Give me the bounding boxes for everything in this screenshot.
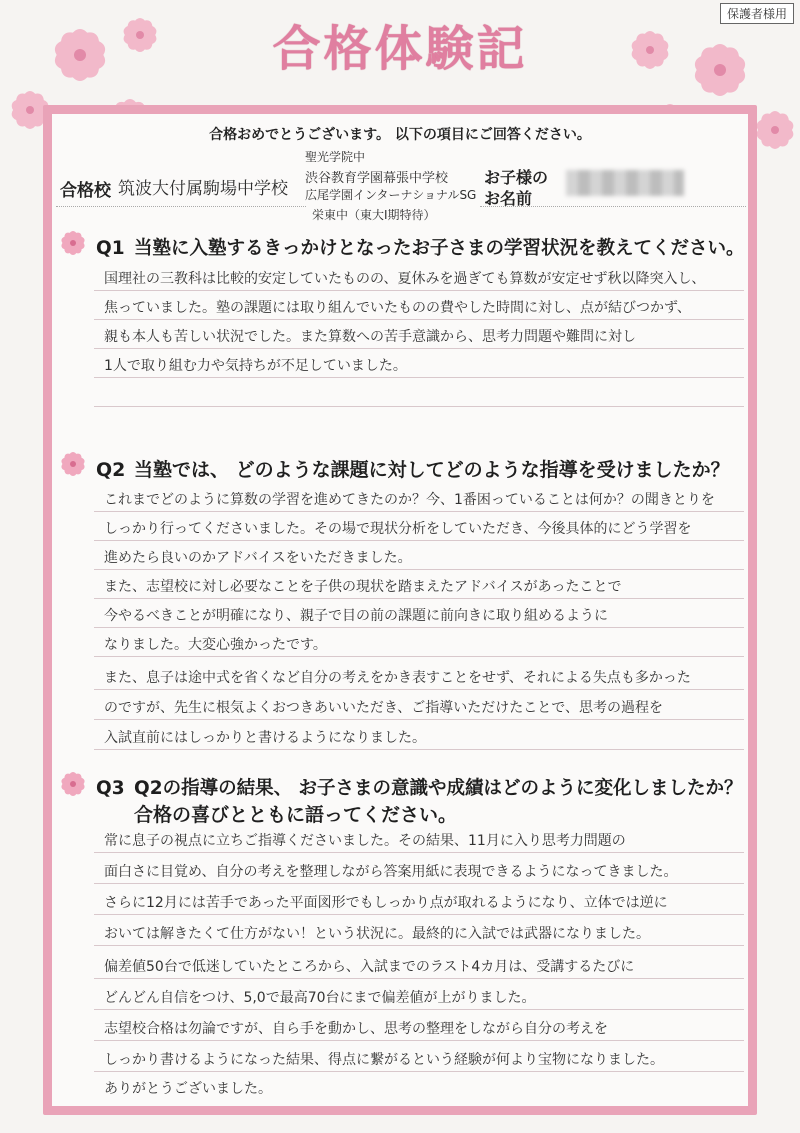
q2-rule-4 xyxy=(94,598,744,599)
q2-answer-line-5: 今やるべきことが明確になり、親子で目の前の課題に前向きに取り組めるように xyxy=(104,608,608,624)
q3-text-line-1: Q2の指導の結果、 お子さまの意識や成績はどのように変化しましたか？ xyxy=(134,778,743,799)
q1-rule-5 xyxy=(94,406,744,407)
q2-rule-7 xyxy=(94,689,744,690)
intro-text: 合格おめでとうございます。 以下の項目にご回答ください。 xyxy=(209,127,591,143)
q2-answer-line-6: なりました。大変心強かったです。 xyxy=(104,637,327,653)
q1-answer-line-4: 1人で取り組む力や気持ちが不足していました。 xyxy=(104,358,407,374)
q3-flower-icon xyxy=(55,766,91,802)
q2-rule-8 xyxy=(94,719,744,720)
school-underline xyxy=(56,206,306,207)
q3-rule-6 xyxy=(94,1009,744,1010)
q2-answer-line-8: のですが、先生に根気よくおつきあいいただき、ご指導いただけたことで、思考の過程を xyxy=(104,700,664,716)
q1-rule-1 xyxy=(94,290,744,291)
q3-rule-8 xyxy=(94,1071,744,1072)
q3-question xyxy=(96,774,743,800)
guardian-badge: 保護者様用 xyxy=(720,3,794,24)
school-main-value: 筑波大付属駒場中学校 xyxy=(118,179,288,199)
q1-flower-icon xyxy=(55,225,91,261)
q3-answer-line-4: おいては解きたくて仕方がない！という状況に。最終的に入試では武器になりました。 xyxy=(104,926,650,942)
q3-answer-line-5: 偏差値50台で低迷していたところから、入試までのラスト4カ月は、受講するたびに xyxy=(104,959,635,975)
q2-flower-icon xyxy=(55,446,91,482)
q2-answer-line-7: また、息子は途中式を省くなど自分の考えをかき表すことをせず、それによる失点も多かった xyxy=(104,670,691,686)
child-name-label-2: お名前 xyxy=(484,189,533,208)
q1-answer-line-1: 国理社の三教科は比較的安定していたものの、夏休みを過ぎても算数が安定せず秋以降突入し、 xyxy=(104,271,706,287)
q1-rule-4 xyxy=(94,377,744,378)
q3-rule-7 xyxy=(94,1040,744,1041)
q2-answer-line-2: しっかり行ってくださいました。その場で現状分析をしていただき、今後具体的にどう学習を xyxy=(104,521,692,537)
q1-question xyxy=(96,234,745,260)
q2-rule-2 xyxy=(94,540,744,541)
school-other-3: 広尾学園インターナショナルSG xyxy=(305,188,477,202)
child-name-redacted xyxy=(566,170,684,196)
q2-rule-3 xyxy=(94,569,744,570)
page-title: 合格体験記 xyxy=(272,21,528,77)
child-name-label-1: お子様の xyxy=(484,168,549,187)
q3-answer-line-9: ありがとうございました。 xyxy=(104,1081,272,1097)
q2-question xyxy=(96,455,730,482)
school-label: 合格校 xyxy=(60,181,111,201)
q3-text-line-2: 合格の喜びとともに語ってください。 xyxy=(134,804,458,826)
school-other-1: 聖光学院中 xyxy=(305,150,366,164)
q2-answer-line-4: また、志望校に対し必要なことを子供の現状を踏まえたアドバイスがあったことで xyxy=(104,579,622,595)
q2-text: 当塾では、 どのような課題に対してどのような指導を受けましたか？ xyxy=(134,459,730,481)
q1-text: 当塾に入塾するきっかけとなったお子さまの学習状況を教えてください。 xyxy=(134,238,745,259)
q3-rule-1 xyxy=(94,852,744,853)
q2-number: Q2 xyxy=(96,459,126,481)
school-other-4: 栄東中（東大Ⅰ期特待） xyxy=(312,208,436,222)
q3-rule-4 xyxy=(94,945,744,946)
q2-rule-5 xyxy=(94,627,744,628)
q2-answer-line-1: これまでどのように算数の学習を進めてきたのか？今、1番困っていることは何か？の聞きとりを xyxy=(104,492,715,508)
q3-answer-line-7: 志望校合格は勿論ですが、自ら手を動かし、思考の整理をしながら自分の考えを xyxy=(104,1021,608,1037)
q3-answer-line-8: しっかり書けるようになった結果、得点に繋がるという経験が何より宝物になりました。 xyxy=(104,1052,664,1068)
q2-rule-6 xyxy=(94,656,744,657)
q1-rule-2 xyxy=(94,319,744,320)
q2-rule-9 xyxy=(94,749,744,750)
name-underline xyxy=(480,206,746,207)
q3-rule-5 xyxy=(94,978,744,979)
q3-answer-line-6: どんどん自信をつけ、5,0で最高70台にまで偏差値が上がりました。 xyxy=(104,990,536,1006)
q1-number: Q1 xyxy=(96,238,125,259)
q3-answer-line-3: さらに12月には苦手であった平面図形でもしっかり点が取れるようになり、立体では逆に xyxy=(104,895,668,911)
q1-rule-3 xyxy=(94,348,744,349)
q3-number: Q3 xyxy=(96,778,125,799)
q2-answer-line-3: 進めたら良いのかアドバイスをいただきました。 xyxy=(104,550,412,566)
q2-answer-line-9: 入試直前にはしっかりと書けるようになりました。 xyxy=(104,730,426,746)
q1-answer-line-3: 親も本人も苦しい状況でした。また算数への苦手意識から、思考力問題や難問に対し xyxy=(104,329,636,345)
q3-answer-line-1: 常に息子の視点に立ちご指導くださいました。その結果、11月に入り思考力問題の xyxy=(104,833,626,849)
school-other-2: 渋谷教育学園幕張中学校 xyxy=(305,171,449,186)
q3-rule-3 xyxy=(94,914,744,915)
q1-answer-line-2: 焦っていました。塾の課題には取り組んでいたものの費やした時間に対し、点が結びつかず、 xyxy=(104,300,691,316)
q3-answer-line-2: 面白さに目覚め、自分の考えを整理しながら答案用紙に表現できるようになってきました。 xyxy=(104,864,678,880)
q3-rule-2 xyxy=(94,883,744,884)
q2-rule-1 xyxy=(94,511,744,512)
